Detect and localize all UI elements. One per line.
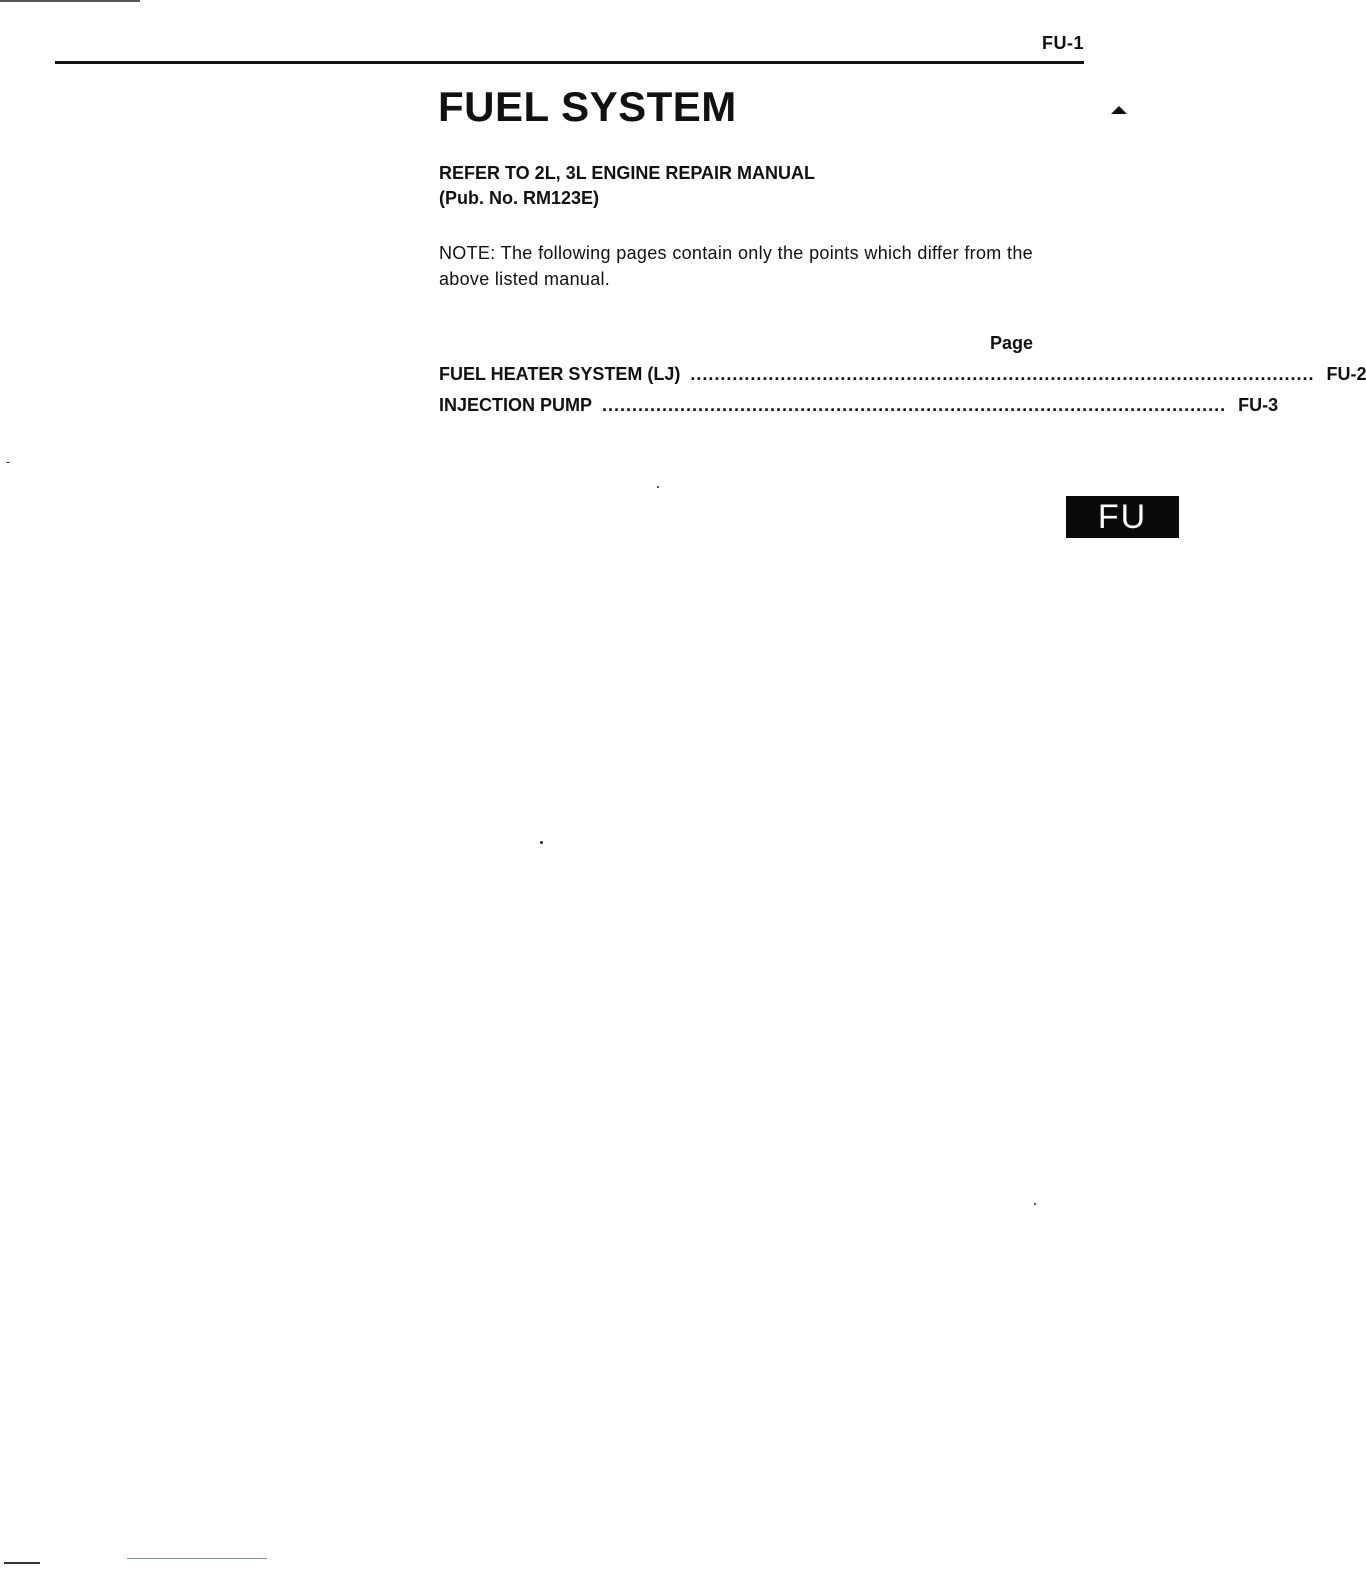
publication-number: (Pub. No. RM123E)	[439, 188, 600, 208]
corner-mark	[4, 1562, 40, 1564]
scan-speck	[6, 462, 10, 463]
page-number: FU-1	[1042, 33, 1084, 53]
table-of-contents	[439, 330, 1366, 422]
scan-speck	[657, 486, 659, 488]
toc-entry[interactable]	[439, 360, 1366, 391]
toc-entry[interactable]	[439, 391, 1279, 422]
margin-arrow-icon	[1111, 106, 1127, 114]
scan-speck	[1034, 1203, 1036, 1205]
refer-line: REFER TO 2L, 3L ENGINE REPAIR MANUAL	[439, 163, 816, 183]
scan-speck	[540, 841, 543, 844]
bottom-rule	[127, 1558, 267, 1559]
header-rule	[55, 61, 1084, 64]
page-title: FUEL SYSTEM	[438, 83, 737, 130]
toc-entry-page: FU-2	[1326, 364, 1366, 384]
refer-block	[439, 161, 815, 211]
toc-page-header: Page	[989, 333, 1033, 353]
note-text: NOTE: The following pages contain only the points which differ from the above listed manual.	[439, 243, 1033, 289]
leader-dots: ........................................................................................................	[602, 395, 1227, 415]
leader-dots: ........................................................................................................	[690, 364, 1315, 384]
scan-edge-mark	[0, 0, 140, 2]
toc-entry-label: INJECTION PUMP	[439, 395, 593, 415]
toc-entry-label: FUEL HEATER SYSTEM (LJ)	[439, 364, 681, 384]
section-tab: FU	[1066, 496, 1179, 538]
toc-entry-page: FU-3	[1238, 395, 1279, 415]
